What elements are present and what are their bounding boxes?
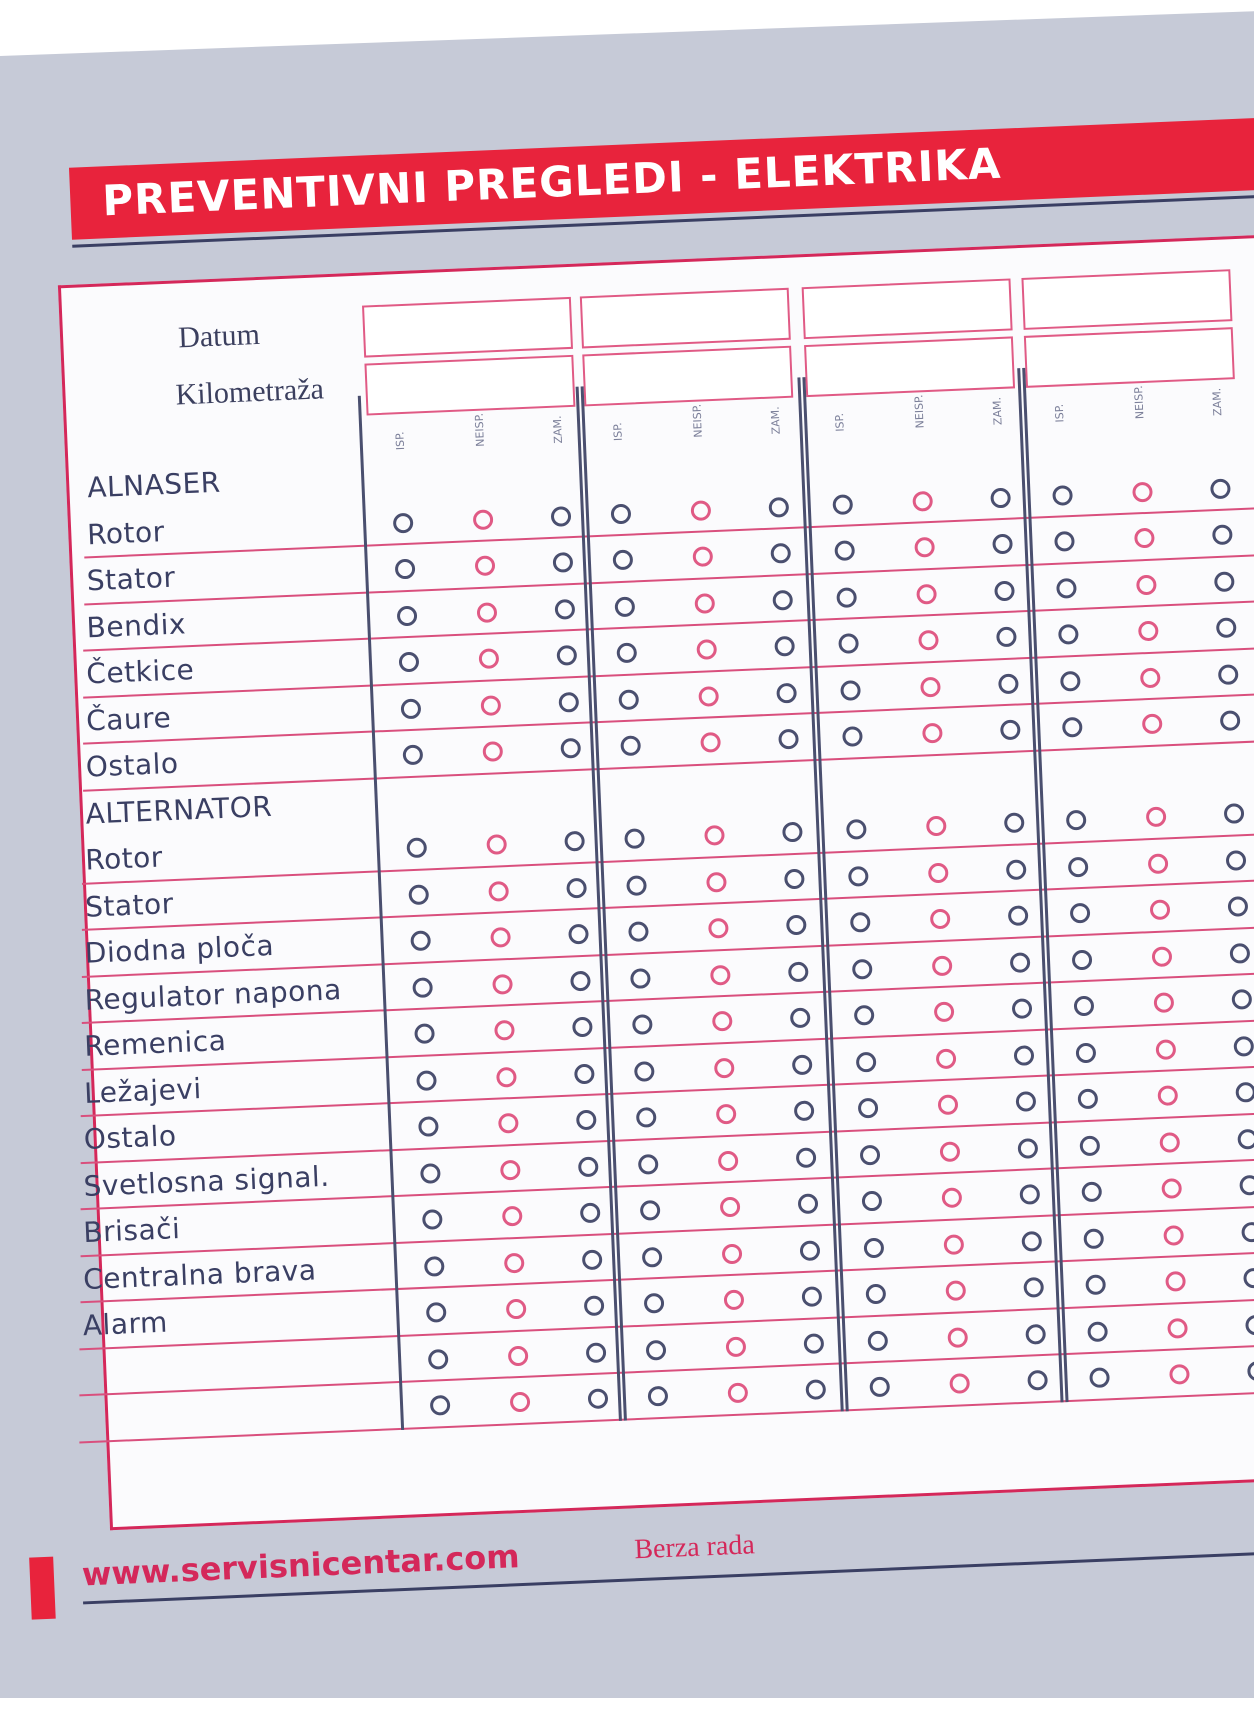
check-circle[interactable]	[696, 639, 717, 660]
check-circle[interactable]	[586, 1342, 607, 1363]
check-circle[interactable]	[922, 723, 943, 744]
check-circle[interactable]	[1226, 850, 1247, 871]
check-circle[interactable]	[786, 915, 807, 936]
check-circle[interactable]	[473, 509, 494, 530]
inspection-form	[58, 233, 1254, 1530]
check-circle[interactable]	[840, 680, 861, 701]
column-subheader: NEISP.	[912, 394, 927, 429]
check-circle[interactable]	[638, 1153, 659, 1174]
check-circle[interactable]	[867, 1330, 888, 1351]
check-circle[interactable]	[694, 593, 715, 614]
row-label: Čaure	[85, 700, 172, 738]
check-circle[interactable]	[940, 1141, 961, 1162]
check-circle[interactable]	[724, 1290, 745, 1311]
check-circle[interactable]	[690, 500, 711, 521]
check-circle[interactable]	[614, 596, 635, 617]
check-circle[interactable]	[998, 673, 1019, 694]
check-circle[interactable]	[1245, 1314, 1254, 1335]
check-circle[interactable]	[803, 1333, 824, 1354]
check-circle[interactable]	[698, 686, 719, 707]
row-divider	[83, 738, 1254, 792]
check-circle[interactable]	[553, 552, 574, 573]
row-divider	[80, 1296, 1254, 1350]
check-circle[interactable]	[646, 1339, 667, 1360]
check-circle[interactable]	[854, 1005, 875, 1026]
check-circle[interactable]	[1239, 1175, 1254, 1196]
row-divider	[81, 1017, 1254, 1071]
check-circle[interactable]	[1023, 1277, 1044, 1298]
check-circle[interactable]	[796, 1147, 817, 1168]
check-circle[interactable]	[1060, 670, 1081, 691]
check-circle[interactable]	[428, 1348, 449, 1369]
check-circle[interactable]	[850, 912, 871, 933]
row-label: Alarm	[82, 1305, 169, 1343]
check-circle[interactable]	[1132, 481, 1153, 502]
check-circle[interactable]	[992, 534, 1013, 555]
check-circle[interactable]	[801, 1286, 822, 1307]
check-circle[interactable]	[788, 961, 809, 982]
check-circle[interactable]	[1010, 952, 1031, 973]
check-circle[interactable]	[475, 555, 496, 576]
check-circle[interactable]	[778, 729, 799, 750]
column-subheader: NEISP.	[472, 412, 488, 448]
check-circle[interactable]	[393, 512, 414, 533]
check-circle[interactable]	[616, 642, 637, 663]
check-circle[interactable]	[1021, 1230, 1042, 1251]
check-circle[interactable]	[930, 909, 951, 930]
check-circle[interactable]	[863, 1237, 884, 1258]
column-subheader: ZAM.	[1210, 387, 1225, 417]
check-circle[interactable]	[634, 1061, 655, 1082]
km-box-2[interactable]	[582, 346, 793, 407]
check-circle[interactable]	[1228, 896, 1249, 917]
check-circle[interactable]	[1161, 1178, 1182, 1199]
check-circle[interactable]	[556, 645, 577, 666]
check-circle[interactable]	[1054, 531, 1075, 552]
check-circle[interactable]	[1006, 859, 1027, 880]
check-circle[interactable]	[492, 973, 513, 994]
check-circle[interactable]	[508, 1345, 529, 1366]
check-circle[interactable]	[949, 1373, 970, 1394]
check-circle[interactable]	[1152, 946, 1173, 967]
row-label: Brisači	[82, 1212, 181, 1250]
row-label: Stator	[84, 886, 175, 924]
check-circle[interactable]	[1052, 485, 1073, 506]
check-circle[interactable]	[1159, 1132, 1180, 1153]
check-circle[interactable]	[852, 958, 873, 979]
km-box-1[interactable]	[364, 355, 575, 416]
check-circle[interactable]	[784, 868, 805, 889]
check-circle[interactable]	[1072, 949, 1093, 970]
row-label: Regulator napona	[83, 972, 343, 1017]
check-circle[interactable]	[506, 1299, 527, 1320]
km-box-4[interactable]	[1024, 327, 1235, 388]
check-circle[interactable]	[1247, 1361, 1254, 1382]
row-divider	[84, 505, 1254, 559]
row-divider	[80, 1343, 1254, 1397]
date-box-4[interactable]	[1021, 269, 1232, 330]
column-subheader: ISP.	[832, 412, 847, 432]
check-circle[interactable]	[918, 630, 939, 651]
check-circle[interactable]	[1066, 810, 1087, 831]
row-label: Centralna brava	[82, 1252, 318, 1296]
check-circle[interactable]	[720, 1197, 741, 1218]
check-circle[interactable]	[1218, 664, 1239, 685]
check-circle[interactable]	[834, 540, 855, 561]
check-circle[interactable]	[1062, 717, 1083, 738]
check-circle[interactable]	[551, 506, 572, 527]
check-circle[interactable]	[934, 1001, 955, 1022]
check-circle[interactable]	[798, 1193, 819, 1214]
date-box-1[interactable]	[362, 297, 573, 358]
section-heading: ALNASER	[86, 465, 222, 505]
check-circle[interactable]	[644, 1293, 665, 1314]
check-circle[interactable]	[1229, 943, 1250, 964]
check-circle[interactable]	[430, 1395, 451, 1416]
check-circle[interactable]	[1085, 1274, 1106, 1295]
check-circle[interactable]	[990, 487, 1011, 508]
check-circle[interactable]	[912, 490, 933, 511]
check-circle[interactable]	[1140, 667, 1161, 688]
check-circle[interactable]	[862, 1191, 883, 1212]
check-circle[interactable]	[401, 698, 422, 719]
check-circle[interactable]	[938, 1094, 959, 1115]
check-circle[interactable]	[636, 1107, 657, 1128]
check-circle[interactable]	[1210, 478, 1231, 499]
row-divider	[84, 598, 1254, 652]
check-circle[interactable]	[856, 1051, 877, 1072]
check-circle[interactable]	[914, 537, 935, 558]
check-circle[interactable]	[648, 1386, 669, 1407]
row-label: Bendix	[85, 606, 187, 644]
check-circle[interactable]	[426, 1302, 447, 1323]
check-circle[interactable]	[408, 884, 429, 905]
column-subheader: ISP.	[393, 431, 408, 451]
check-circle[interactable]	[926, 816, 947, 837]
check-circle[interactable]	[402, 744, 423, 765]
check-circle[interactable]	[624, 828, 645, 849]
check-circle[interactable]	[722, 1243, 743, 1264]
check-circle[interactable]	[1081, 1181, 1102, 1202]
check-circle[interactable]	[836, 587, 857, 608]
check-circle[interactable]	[1237, 1128, 1254, 1149]
check-circle[interactable]	[424, 1256, 445, 1277]
check-circle[interactable]	[498, 1113, 519, 1134]
check-circle[interactable]	[1233, 1035, 1254, 1056]
check-circle[interactable]	[406, 837, 427, 858]
check-circle[interactable]	[570, 970, 591, 991]
check-circle[interactable]	[578, 1156, 599, 1177]
column-subheader: NEISP.	[690, 403, 705, 438]
check-circle[interactable]	[706, 871, 727, 892]
km-box-3[interactable]	[804, 336, 1015, 397]
check-circle[interactable]	[1231, 989, 1252, 1010]
check-circle[interactable]	[1155, 1039, 1176, 1060]
check-circle[interactable]	[1004, 812, 1025, 833]
column-subheader: ZAM.	[768, 406, 783, 435]
check-circle[interactable]	[1068, 856, 1089, 877]
check-circle[interactable]	[858, 1098, 879, 1119]
check-circle[interactable]	[500, 1159, 521, 1180]
check-circle[interactable]	[805, 1379, 826, 1400]
check-circle[interactable]	[727, 1382, 748, 1403]
check-circle[interactable]	[628, 921, 649, 942]
row-divider	[83, 691, 1254, 745]
check-circle[interactable]	[488, 881, 509, 902]
check-circle[interactable]	[477, 602, 498, 623]
check-circle[interactable]	[790, 1007, 811, 1028]
check-circle[interactable]	[1019, 1184, 1040, 1205]
check-circle[interactable]	[1220, 710, 1241, 731]
check-circle[interactable]	[420, 1163, 441, 1184]
row-label: Ležajevi	[83, 1071, 203, 1110]
check-circle[interactable]	[576, 1110, 597, 1131]
check-circle[interactable]	[1167, 1317, 1188, 1338]
row-label: Rotor	[84, 840, 164, 877]
check-circle[interactable]	[800, 1240, 821, 1261]
check-circle[interactable]	[1087, 1321, 1108, 1342]
check-circle[interactable]	[700, 732, 721, 753]
check-circle[interactable]	[478, 648, 499, 669]
check-circle[interactable]	[1025, 1323, 1046, 1344]
check-circle[interactable]	[1077, 1089, 1098, 1110]
check-circle[interactable]	[1212, 524, 1233, 545]
check-circle[interactable]	[632, 1014, 653, 1035]
check-circle[interactable]	[710, 964, 731, 985]
km-label: Kilometraža	[174, 372, 325, 412]
check-circle[interactable]	[945, 1280, 966, 1301]
check-circle[interactable]	[416, 1070, 437, 1091]
check-circle[interactable]	[1241, 1221, 1254, 1242]
check-circle[interactable]	[947, 1327, 968, 1348]
row-label: Diodna ploča	[84, 928, 275, 970]
check-circle[interactable]	[399, 652, 420, 673]
row-divider	[84, 552, 1254, 606]
check-circle[interactable]	[726, 1336, 747, 1357]
check-circle[interactable]	[794, 1100, 815, 1121]
row-divider	[81, 1064, 1254, 1118]
check-circle[interactable]	[768, 496, 789, 517]
check-circle[interactable]	[842, 726, 863, 747]
check-circle[interactable]	[580, 1202, 601, 1223]
check-circle[interactable]	[502, 1206, 523, 1227]
check-circle[interactable]	[704, 825, 725, 846]
check-circle[interactable]	[1012, 998, 1033, 1019]
check-circle[interactable]	[410, 930, 431, 951]
column-subheader: NEISP.	[1132, 385, 1147, 420]
check-circle[interactable]	[1008, 905, 1029, 926]
check-circle[interactable]	[611, 503, 632, 524]
date-label: Datum	[177, 317, 261, 355]
check-circle[interactable]	[928, 862, 949, 883]
check-circle[interactable]	[776, 682, 797, 703]
check-circle[interactable]	[480, 695, 501, 716]
check-circle[interactable]	[772, 589, 793, 610]
check-circle[interactable]	[612, 550, 633, 571]
check-circle[interactable]	[630, 968, 651, 989]
check-circle[interactable]	[620, 735, 641, 756]
check-circle[interactable]	[588, 1388, 609, 1409]
check-circle[interactable]	[1070, 903, 1091, 924]
check-circle[interactable]	[692, 546, 713, 567]
check-circle[interactable]	[490, 927, 511, 948]
check-circle[interactable]	[558, 691, 579, 712]
footer-note: Berza rada	[633, 1529, 756, 1566]
row-label: Ostalo	[85, 746, 180, 784]
check-circle[interactable]	[626, 875, 647, 896]
check-circle[interactable]	[504, 1252, 525, 1273]
check-circle[interactable]	[996, 627, 1017, 648]
check-circle[interactable]	[510, 1392, 531, 1413]
row-label: Četkice	[85, 652, 195, 691]
check-circle[interactable]	[1163, 1225, 1184, 1246]
check-circle[interactable]	[584, 1295, 605, 1316]
check-circle[interactable]	[714, 1057, 735, 1078]
column-subheader: ZAM.	[550, 415, 565, 444]
check-circle[interactable]	[865, 1284, 886, 1305]
check-circle[interactable]	[848, 865, 869, 886]
check-circle[interactable]	[770, 543, 791, 564]
check-circle[interactable]	[832, 494, 853, 515]
check-circle[interactable]	[640, 1200, 661, 1221]
check-circle[interactable]	[1056, 577, 1077, 598]
check-circle[interactable]	[1079, 1135, 1100, 1156]
check-circle[interactable]	[568, 924, 589, 945]
check-circle[interactable]	[1216, 617, 1237, 638]
check-circle[interactable]	[1157, 1085, 1178, 1106]
check-circle[interactable]	[482, 741, 503, 762]
check-circle[interactable]	[572, 1017, 593, 1038]
check-circle[interactable]	[554, 598, 575, 619]
check-circle[interactable]	[1224, 803, 1245, 824]
column-subheader: ZAM.	[990, 396, 1005, 426]
check-circle[interactable]	[582, 1249, 603, 1270]
check-circle[interactable]	[1014, 1045, 1035, 1066]
check-circle[interactable]	[774, 636, 795, 657]
check-circle[interactable]	[574, 1063, 595, 1084]
check-circle[interactable]	[920, 676, 941, 697]
check-circle[interactable]	[716, 1104, 737, 1125]
check-circle[interactable]	[642, 1246, 663, 1267]
check-circle[interactable]	[869, 1376, 890, 1397]
check-circle[interactable]	[418, 1116, 439, 1137]
check-circle[interactable]	[708, 918, 729, 939]
check-circle[interactable]	[1089, 1367, 1110, 1388]
footer-accent	[29, 1557, 56, 1620]
check-circle[interactable]	[1016, 1091, 1037, 1112]
row-label: Rotor	[86, 514, 166, 551]
check-circle[interactable]	[496, 1066, 517, 1087]
row-label: Remenica	[83, 1023, 227, 1063]
check-circle[interactable]	[941, 1187, 962, 1208]
check-circle[interactable]	[916, 583, 937, 604]
row-label: Svetlosna signal.	[82, 1159, 331, 1203]
check-circle[interactable]	[936, 1048, 957, 1069]
check-circle[interactable]	[1153, 992, 1174, 1013]
check-circle[interactable]	[932, 955, 953, 976]
check-circle[interactable]	[1138, 621, 1159, 642]
row-divider	[80, 1203, 1254, 1257]
check-circle[interactable]	[943, 1234, 964, 1255]
check-circle[interactable]	[566, 877, 587, 898]
date-box-3[interactable]	[802, 278, 1013, 339]
check-circle[interactable]	[1243, 1268, 1254, 1289]
row-label: Stator	[86, 560, 177, 598]
check-circle[interactable]	[397, 605, 418, 626]
row-divider	[83, 645, 1254, 699]
row-divider	[81, 1110, 1254, 1164]
check-circle[interactable]	[846, 819, 867, 840]
row-label: Ostalo	[83, 1119, 178, 1156]
check-circle[interactable]	[860, 1144, 881, 1165]
check-circle[interactable]	[1017, 1138, 1038, 1159]
column-separator	[358, 396, 404, 1430]
check-circle[interactable]	[1027, 1370, 1048, 1391]
check-circle[interactable]	[618, 689, 639, 710]
check-circle[interactable]	[1083, 1228, 1104, 1249]
check-circle[interactable]	[718, 1150, 739, 1171]
check-circle[interactable]	[1214, 571, 1235, 592]
check-circle[interactable]	[1000, 719, 1021, 740]
column-subheader: ISP.	[1052, 403, 1067, 423]
page-title: PREVENTIVNI PREGLEDI - ELEKTRIKA	[101, 138, 1003, 226]
check-circle[interactable]	[395, 559, 416, 580]
footer-url[interactable]: www.servisnicentar.com	[81, 1537, 521, 1594]
check-circle[interactable]	[1165, 1271, 1186, 1292]
check-circle[interactable]	[792, 1054, 813, 1075]
date-box-2[interactable]	[580, 288, 791, 349]
check-circle[interactable]	[414, 1023, 435, 1044]
column-subheader: ISP.	[611, 422, 625, 442]
check-circle[interactable]	[1142, 713, 1163, 734]
check-circle[interactable]	[422, 1209, 443, 1230]
check-circle[interactable]	[1074, 996, 1095, 1017]
check-circle[interactable]	[782, 822, 803, 843]
check-circle[interactable]	[1136, 574, 1157, 595]
check-circle[interactable]	[1146, 806, 1167, 827]
check-circle[interactable]	[1076, 1042, 1097, 1063]
check-circle[interactable]	[486, 834, 507, 855]
check-circle[interactable]	[994, 580, 1015, 601]
check-circle[interactable]	[1150, 899, 1171, 920]
check-circle[interactable]	[838, 633, 859, 654]
check-circle[interactable]	[712, 1011, 733, 1032]
check-circle[interactable]	[560, 738, 581, 759]
check-circle[interactable]	[1058, 624, 1079, 645]
check-circle[interactable]	[1134, 528, 1155, 549]
check-circle[interactable]	[564, 831, 585, 852]
section-heading: ALTERNATOR	[84, 789, 273, 831]
check-circle[interactable]	[494, 1020, 515, 1041]
check-circle[interactable]	[1235, 1082, 1254, 1103]
check-circle[interactable]	[1169, 1364, 1190, 1385]
check-circle[interactable]	[412, 977, 433, 998]
check-circle[interactable]	[1148, 853, 1169, 874]
